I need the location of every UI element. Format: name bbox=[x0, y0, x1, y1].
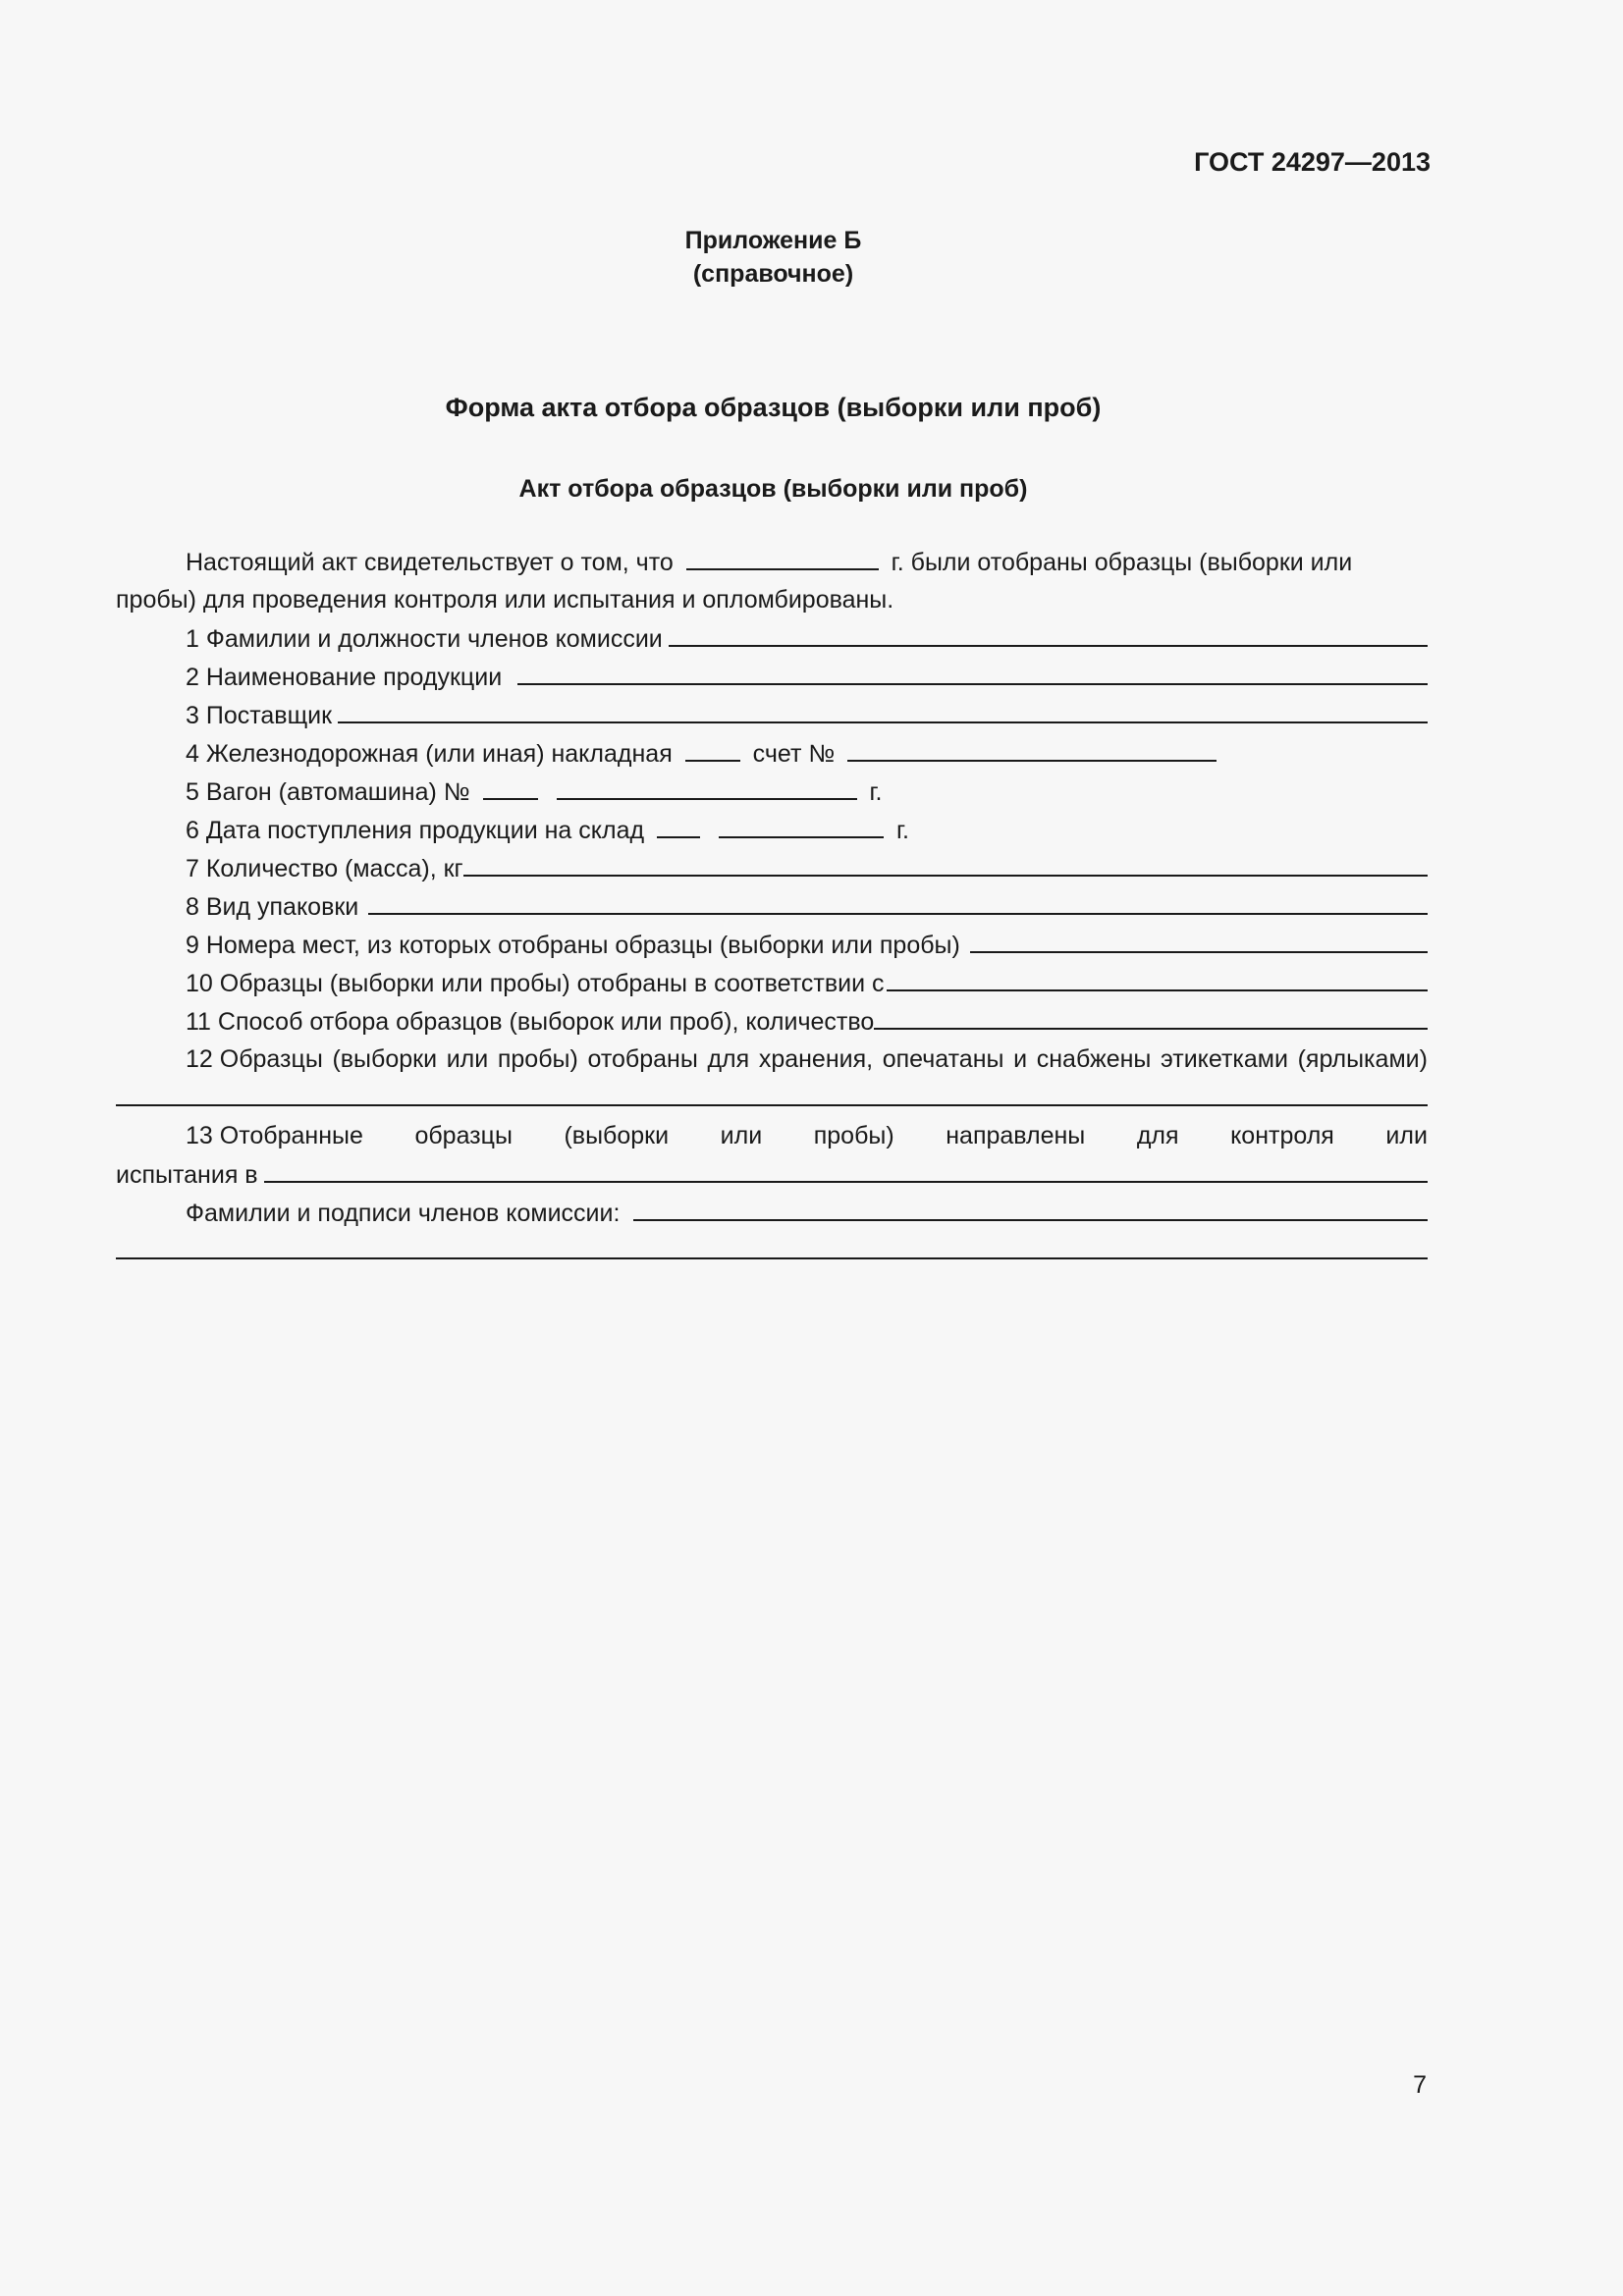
item-13-word: направлены bbox=[946, 1122, 1086, 1149]
item-4-waybill-blank[interactable] bbox=[685, 734, 740, 762]
item-12-word: (выборки bbox=[332, 1045, 438, 1073]
intro-line-1 bbox=[116, 543, 1428, 581]
item-12-word: отобраны bbox=[587, 1045, 698, 1073]
item-13-word: для bbox=[1136, 1122, 1179, 1149]
date-blank[interactable] bbox=[686, 543, 879, 570]
item-1-label: 1 Фамилии и должности членов комиссии bbox=[186, 625, 663, 653]
item-4-label: 4 Железнодорожная (или иная) накладная bbox=[186, 740, 673, 768]
item-13-word: 13 Отобранные bbox=[186, 1122, 363, 1149]
signatures-line bbox=[116, 1194, 1428, 1232]
appendix-subtitle: (справочное) bbox=[692, 260, 854, 288]
item-6 bbox=[116, 811, 1428, 849]
form-title: Форма акта отбора образцов (выборки или проб) bbox=[445, 393, 1102, 422]
item-4-invoice-blank[interactable] bbox=[847, 734, 1217, 762]
item-13-blank[interactable] bbox=[264, 1155, 1428, 1183]
intro-text-1: Настоящий акт свидетельствует о том, что bbox=[186, 549, 674, 576]
act-title: Акт отбора образцов (выборки или проб) bbox=[518, 475, 1028, 503]
item-13-word: или bbox=[720, 1122, 763, 1149]
appendix-title: Приложение Б bbox=[684, 227, 862, 254]
item-2-blank[interactable] bbox=[517, 658, 1428, 685]
item-7 bbox=[116, 849, 1428, 887]
intro-text-2: г. были отобраны образцы (выборки или bbox=[891, 549, 1353, 576]
item-1-blank[interactable] bbox=[669, 619, 1428, 647]
item-13-continuation bbox=[116, 1155, 1428, 1194]
signatures-rule-line bbox=[116, 1232, 1428, 1270]
item-5-date-blank[interactable] bbox=[557, 773, 857, 800]
item-3 bbox=[116, 696, 1428, 734]
signatures-blank[interactable] bbox=[633, 1194, 1428, 1221]
item-13-word: образцы bbox=[414, 1122, 513, 1149]
item-3-blank[interactable] bbox=[338, 696, 1428, 723]
item-5 bbox=[116, 773, 1428, 811]
item-11-label: 11 Способ отбора образцов (выборок или проб), количество bbox=[186, 1008, 875, 1036]
intro-line-2 bbox=[116, 581, 1428, 619]
item-9 bbox=[116, 926, 1428, 964]
item-5-label: 5 Вагон (автомашина) № bbox=[186, 778, 470, 806]
item-12-word: опечатаны bbox=[882, 1045, 1004, 1073]
item-4 bbox=[116, 734, 1428, 773]
item-5-number-blank[interactable] bbox=[483, 773, 538, 800]
item-8-blank[interactable] bbox=[368, 887, 1428, 915]
item-12-word: или bbox=[446, 1045, 489, 1073]
item-10 bbox=[116, 964, 1428, 1002]
item-12-rule-line bbox=[116, 1079, 1428, 1117]
item-13-word: пробы) bbox=[813, 1122, 894, 1149]
item-6-month-blank[interactable] bbox=[719, 811, 884, 838]
item-12-word: и bbox=[1013, 1045, 1028, 1073]
item-7-blank[interactable] bbox=[463, 849, 1428, 877]
item-12-word: 12 Образцы bbox=[186, 1045, 323, 1073]
standard-number: ГОСТ 24297—2013 bbox=[1194, 147, 1431, 177]
item-3-label: 3 Поставщик bbox=[186, 702, 333, 729]
item-4-invoice-label: счет № bbox=[752, 740, 836, 768]
item-7-label: 7 Количество (масса), кг bbox=[186, 855, 463, 882]
item-9-label: 9 Номера мест, из которых отобраны образцы (выборки или пробы) bbox=[186, 932, 960, 959]
item-12-word: этикетками bbox=[1161, 1045, 1288, 1073]
item-12-word: хранения, bbox=[758, 1045, 874, 1073]
item-12-word: пробы) bbox=[497, 1045, 578, 1073]
intro-text-3: пробы) для проведения контроля или испытания и опломбированы. bbox=[116, 586, 894, 614]
item-12-word: (ярлыками) bbox=[1297, 1045, 1428, 1073]
signatures-blank-2[interactable] bbox=[116, 1232, 1428, 1259]
item-13-word: или bbox=[1385, 1122, 1428, 1149]
item-8 bbox=[116, 887, 1428, 926]
page-number: 7 bbox=[1413, 2071, 1427, 2099]
signatures-label: Фамилии и подписи членов комиссии: bbox=[186, 1200, 621, 1227]
item-5-year-suffix: г. bbox=[869, 778, 883, 806]
item-10-label: 10 Образцы (выборки или пробы) отобраны в соответствии с bbox=[186, 970, 885, 997]
item-9-blank[interactable] bbox=[970, 926, 1428, 953]
item-12-word: для bbox=[707, 1045, 750, 1073]
item-10-blank[interactable] bbox=[887, 964, 1429, 991]
item-6-year-suffix: г. bbox=[895, 817, 909, 844]
item-2-label: 2 Наименование продукции bbox=[186, 664, 503, 691]
item-13 bbox=[116, 1117, 1428, 1155]
item-6-day-blank[interactable] bbox=[657, 811, 700, 838]
item-13-cont-label: испытания в bbox=[116, 1161, 258, 1189]
item-11-blank[interactable] bbox=[874, 1002, 1428, 1030]
act-body bbox=[116, 543, 1428, 1270]
item-13-word: контроля bbox=[1230, 1122, 1334, 1149]
item-11 bbox=[116, 1002, 1428, 1041]
item-12 bbox=[116, 1041, 1428, 1079]
item-12-word: снабжены bbox=[1036, 1045, 1152, 1073]
item-2 bbox=[116, 658, 1428, 696]
item-8-label: 8 Вид упаковки bbox=[186, 893, 359, 921]
item-12-blank[interactable] bbox=[116, 1079, 1428, 1106]
appendix-heading bbox=[0, 224, 1546, 291]
item-13-word: (выборки bbox=[564, 1122, 670, 1149]
item-1 bbox=[116, 619, 1428, 658]
item-6-label: 6 Дата поступления продукции на склад bbox=[186, 817, 645, 844]
